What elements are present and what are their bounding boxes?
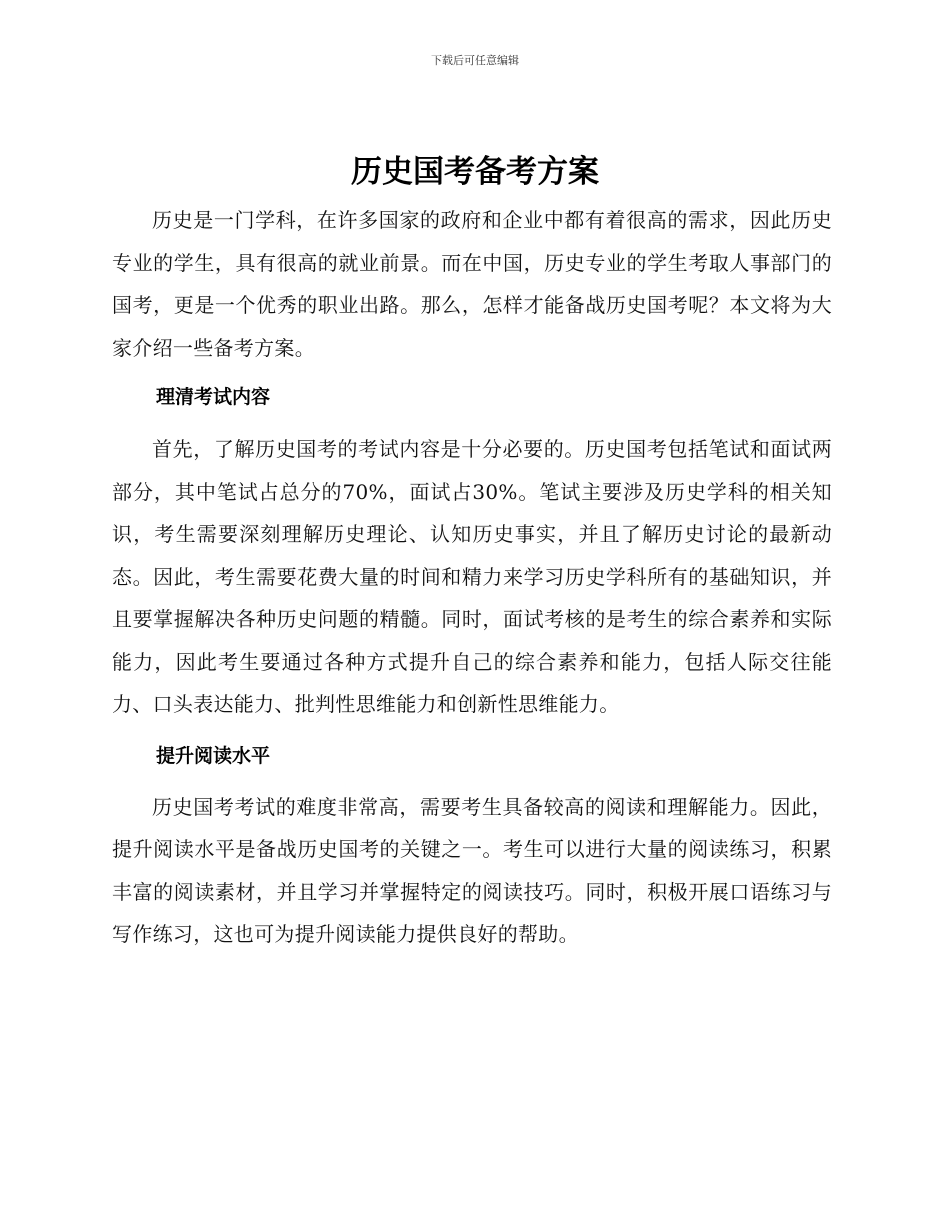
section-heading-exam-content: 理清考试内容 [156, 386, 271, 408]
section-paragraph-exam-content: 首先，了解历史国考的考试内容是十分必要的。历史国考包括笔试和面试两部分，其中笔试占总分的70%，面试占30%。笔试主要涉及历史学科的相关知识，考生需要深刻理解历史理论、认知历史事实，并且了解历史讨论的最新动态。因此，考生需要花费大量的时间和精力来学习历史学科所有的基础知识，并且要掌握解决各种历史问题的精髓。同时，面试考核的是考生的综合素养和实际能力，因此考生要通过各种方式提升自己的综合素养和能力，包括人际交往能力、口头表达能力、批判性思维能力和创新性思维能力。 [112, 437, 832, 716]
page-header-note: 下载后可任意编辑 [431, 54, 519, 67]
section-heading-reading-level: 提升阅读水平 [156, 744, 271, 767]
intro-paragraph: 历史是一门学科，在许多国家的政府和企业中都有着很高的需求，因此历史专业的学生，具有很高的就业前景。而在中国，历史专业的学生考取人事部门的国考，更是一个优秀的职业出路。那么，怎样才能备战历史国考呢？本文将为大家介绍一些备考方案。 [112, 208, 832, 360]
document-title: 历史国考备考方案 [351, 154, 599, 190]
document-body [112, 199, 832, 956]
section-paragraph-reading-level: 历史国考考试的难度非常高，需要考生具备较高的阅读和理解能力。因此，提升阅读水平是备战历史国考的关键之一。考生可以进行大量的阅读练习，积累丰富的阅读素材，并且学习并掌握特定的阅读技巧。同时，积极开展口语练习与写作练习，这也可为提升阅读能力提供良好的帮助。 [112, 794, 832, 946]
